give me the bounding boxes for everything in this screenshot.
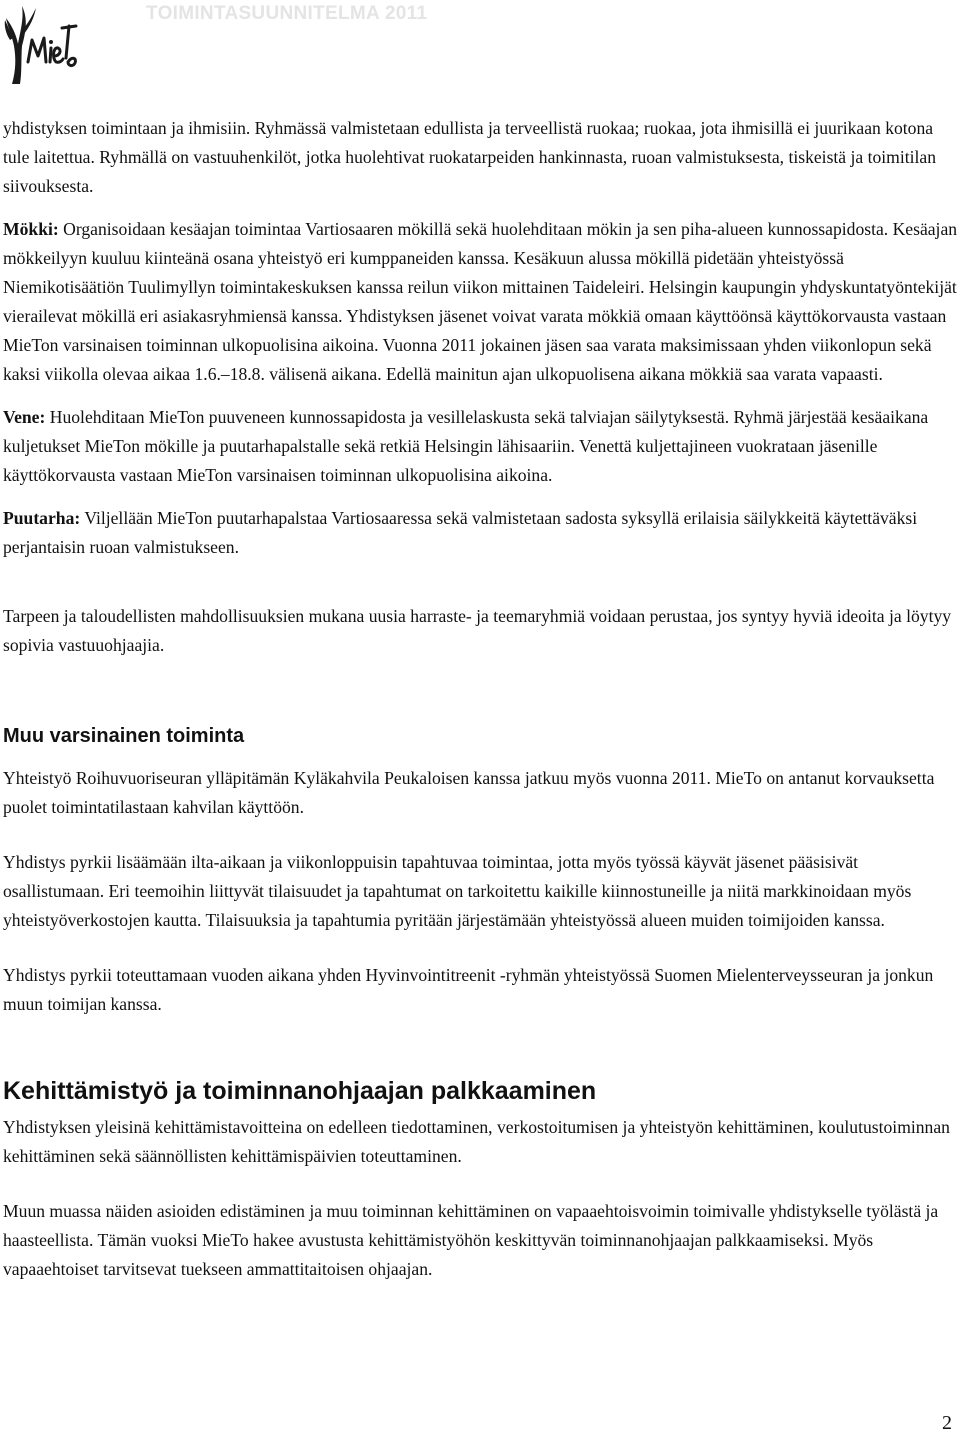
vene-paragraph [3,403,958,490]
logo-drawing [2,0,78,88]
muu-paragraph-1: Yhteistyö Roihuvuoriseuran ylläpitämän Kyläkahvila Peukaloisen kanssa jatkuu myös vuonna 2011. MieTo on antanut korvauksetta puolet toimintatilastaan kahvilan käyttöön. [3,768,935,817]
puutarha-label: Puutarha: [3,508,81,528]
puutarha-paragraph [3,504,958,562]
document-header-title: TOIMINTASUUNNITELMA 2011 [146,3,428,24]
mokki-label: Mökki: [3,219,59,239]
vene-label: Vene: [3,407,46,427]
mokki-text: Organisoidaan kesäajan toimintaa Vartiosaaren mökillä sekä huolehditaan mökin ja sen piha-alueen kunnossapidosta. Kesäajan mökkeilyyn kuuluu kiinteänä osana yhteistyö eri kumppaneiden kanssa. Kesäkuun alussa mökillä pidetään yhteistyössä Niemikotisäätiön Tuulimyllyn toimintakeskuksen kanssa reilun viikon mittainen Taideleiri. Helsingin kaupungin yhdyskuntatyöntekijät vierailevat mökillä eri asiakasryhmiensä kanssa. Yhdistyksen jäsenet voivat varata mökkiä omaan käyttöönsä käyttökorvausta vastaan MieTon varsinaisen toiminnan ulkopuolisina aikoina. Vuonna 2011 jokainen jäsen saa varata maksimissaan yhden viikonlopun sekä kaksi viikolla olevaa aikaa 1.6.–18.8. välisenä aikana. Edellä mainitun ajan ulkopuolisena aikana mökkiä saa varata vapaasti. [3,219,958,384]
vene-text: Huolehditaan MieTon puuveneen kunnossapidosta ja vesillelaskusta sekä talviajan säilytyksestä. Ryhmä järjestää kesäaikana kuljetukset MieTon mökille ja puutarhapalstalle sekä retkiä Helsingin lähisaariin. Venettä kuljettajineen vuokrataan jäsenille käyttökorvausta vastaan MieTon varsinaisen toiminnan ulkopuolisina aikoina. [3,407,929,485]
muu-paragraph-3: Yhdistys pyrkii toteuttamaan vuoden aikana yhden Hyvinvointitreenit -ryhmän yhteistyössä Suomen Mielenterveysseuran ja jonkun muun toimijan kanssa. [3,965,934,1014]
mieto-logo [2,0,78,88]
muu-paragraph-2: Yhdistys pyrkii lisäämään ilta-aikaan ja viikonloppuisin tapahtuvaa toimintaa, jotta myös työssä käyvät jäsenet pääsisivät osallistumaan. Eri teemoihin liittyvät tilaisuudet ja tapahtumat on tarkoitettu kaikille kiinnostuneille ja niitä markkinoidaan myös yhteistyöverkostojen kautta. Tilaisuuksia ja tapahtumia pyritään järjestämään yhteistyössä alueen muiden toimijoiden kanssa. [3,852,912,930]
mokki-paragraph [3,215,958,389]
kehit-paragraph-2: Muun muassa näiden asioiden edistäminen ja muu toiminnan kehittäminen on vapaaehtoisvoimin toimivalle yhdistykselle työlästä ja haasteellista. Tämän vuoksi MieTo hakee avustusta kehittämistyöhön keskittyvän toiminnanohjaajan palkkaamiseksi. Myös vapaaehtoiset tarvitsevat tuekseen ammattitaitoisen ohjaajan. [3,1201,939,1279]
page-number: 2 [942,1412,952,1434]
tarpeen-paragraph: Tarpeen ja taloudellisten mahdollisuuksien mukana uusia harraste- ja teemaryhmiä voidaan perustaa, jos syntyy hyviä ideoita ja löytyy sopivia vastuuohjaajia. [3,606,952,655]
puutarha-text: Viljellään MieTon puutarhapalstaa Vartiosaaressa sekä valmistetaan sadosta syksyllä erilaisia säilykkeitä käytettäväksi perjantaisin ruoan valmistukseen. [3,508,918,557]
section-heading-kehittamistyo: Kehittämistyö ja toiminnanohjaajan palkkaaminen [3,1077,597,1105]
document-body [3,114,958,1284]
intro-paragraph: yhdistyksen toimintaan ja ihmisiin. Ryhmässä valmistetaan edullista ja terveellistä ruokaa; ruokaa, jota ihmisillä ei juurikaan kotona tule laitettua. Ryhmällä on vastuuhenkilöt, jotka huolehtivat ruokatarpeiden hankinnasta, ruoan valmistuksesta, tiskeistä ja toimitilan siivouksesta. [3,118,937,196]
section-heading-muu: Muu varsinainen toiminta [3,725,245,747]
kehit-paragraph-1: Yhdistyksen yleisinä kehittämistavoitteina on edelleen tiedottaminen, verkostoitumisen ja yhteistyön kehittäminen, koulutustoiminnan kehittäminen sekä säännöllisten kehittämispäivien toteuttaminen. [3,1117,950,1166]
